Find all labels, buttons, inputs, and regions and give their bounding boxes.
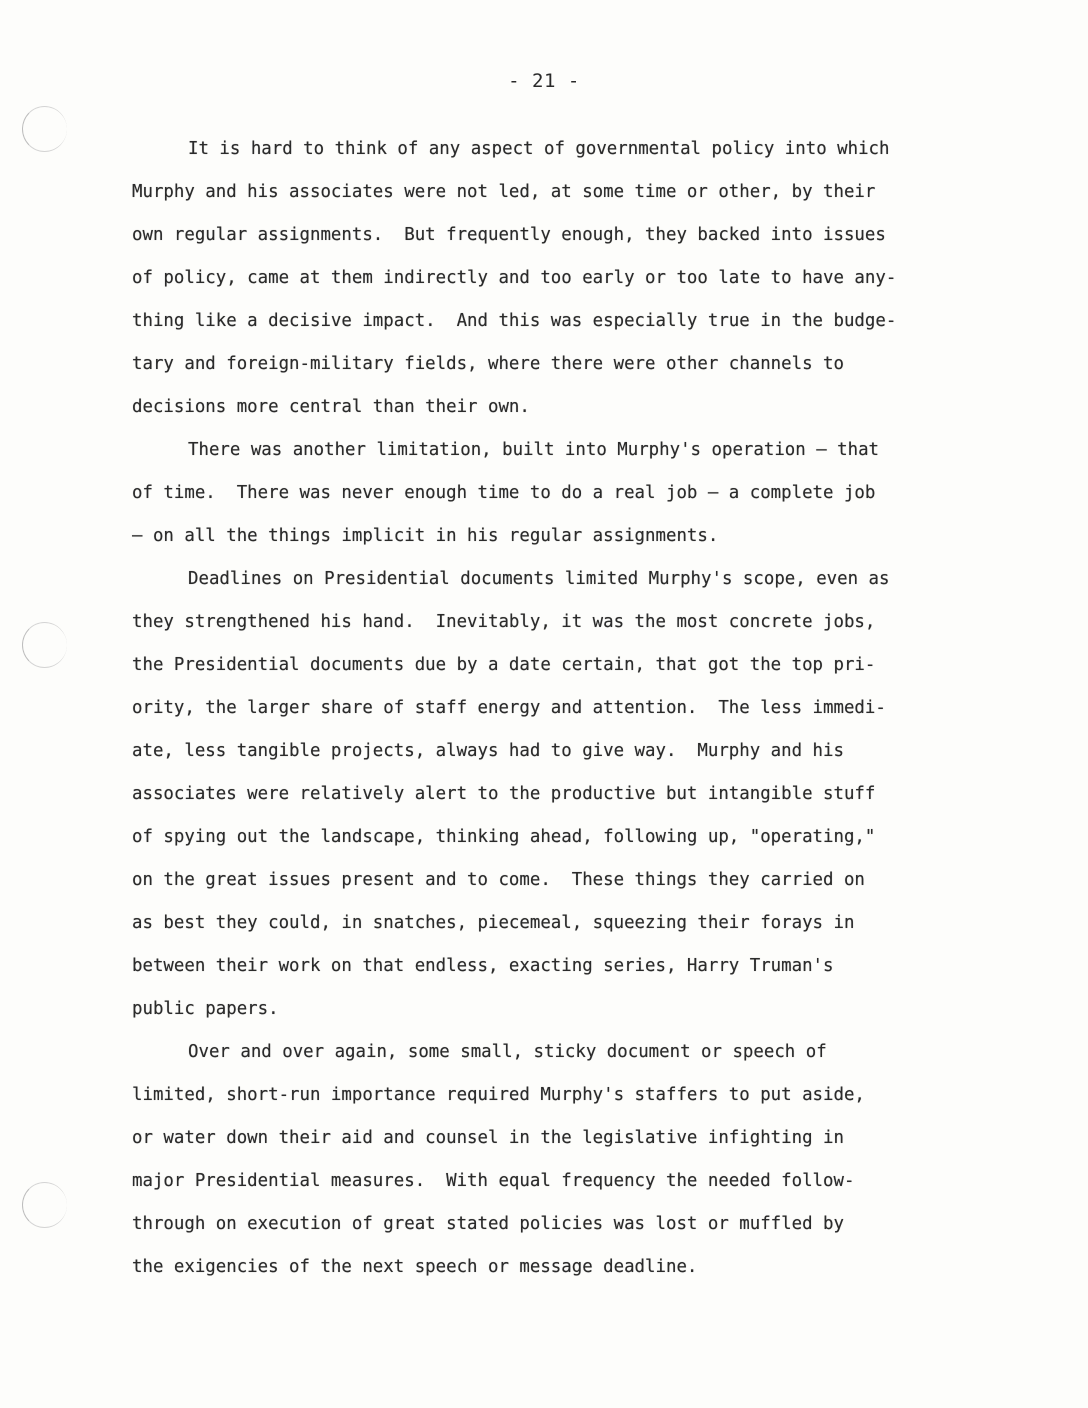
text-line: major Presidential measures. With equal frequency the needed follow- [132, 1171, 855, 1191]
body-text [132, 128, 942, 1289]
text-line: Deadlines on Presidential documents limited Murphy's scope, even as [188, 569, 890, 589]
text-line: on the great issues present and to come. These things they carried on [132, 870, 865, 890]
text-line: of spying out the landscape, thinking ahead, following up, "operating," [132, 827, 876, 847]
punch-hole-middle [22, 622, 67, 668]
paragraph-3 [132, 558, 942, 1031]
text-line: of policy, came at them indirectly and too early or too late to have any- [132, 268, 897, 288]
text-line: ate, less tangible projects, always had to give way. Murphy and his [132, 741, 844, 761]
text-line: tary and foreign-military fields, where there were other channels to [132, 354, 844, 374]
paragraph-1 [132, 128, 942, 429]
text-line: the Presidential documents due by a date certain, that got the top pri- [132, 655, 876, 675]
text-line: It is hard to think of any aspect of governmental policy into which [188, 139, 890, 159]
punch-hole-top [22, 106, 67, 152]
text-line: Over and over again, some small, sticky document or speech of [188, 1042, 827, 1062]
paragraph-4 [132, 1031, 942, 1289]
text-line: as best they could, in snatches, piecemeal, squeezing their forays in [132, 913, 855, 933]
text-line: own regular assignments. But frequently enough, they backed into issues [132, 225, 886, 245]
text-line: thing like a decisive impact. And this was especially true in the budge- [132, 311, 897, 331]
text-line: Murphy and his associates were not led, at some time or other, by their [132, 182, 876, 202]
text-line: of time. There was never enough time to do a real job — a complete job [132, 483, 876, 503]
page-number: - 21 - [508, 70, 580, 92]
text-line: the exigencies of the next speech or message deadline. [132, 1257, 698, 1277]
text-line: they strengthened his hand. Inevitably, it was the most concrete jobs, [132, 612, 876, 632]
text-line: decisions more central than their own. [132, 397, 530, 417]
text-line: between their work on that endless, exacting series, Harry Truman's [132, 956, 834, 976]
text-line: associates were relatively alert to the productive but intangible stuff [132, 784, 876, 804]
text-line: through on execution of great stated policies was lost or muffled by [132, 1214, 844, 1234]
text-line: limited, short-run importance required Murphy's staffers to put aside, [132, 1085, 865, 1105]
text-line: or water down their aid and counsel in the legislative infighting in [132, 1128, 844, 1148]
paragraph-2 [132, 429, 942, 558]
text-line: There was another limitation, built into Murphy's operation — that [188, 440, 880, 460]
punch-hole-bottom [22, 1182, 67, 1228]
text-line: public papers. [132, 999, 279, 1019]
text-line: ority, the larger share of staff energy and attention. The less immedi- [132, 698, 886, 718]
text-line: — on all the things implicit in his regular assignments. [132, 526, 719, 546]
